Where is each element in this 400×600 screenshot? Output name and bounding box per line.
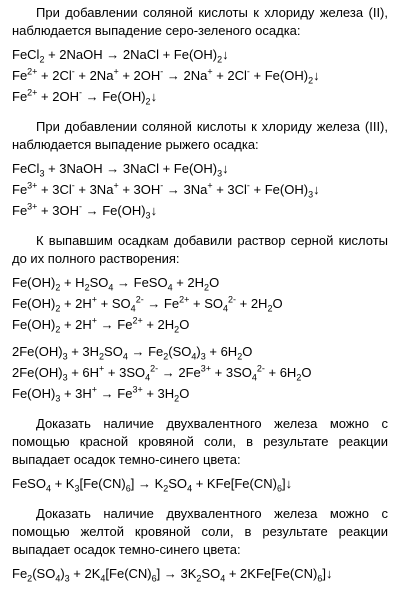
chemical-equation: $Fe^{2+} + 2OH^-$ → $Fe(OH)_2↓$ [12, 87, 158, 107]
chemical-equation: $2Fe(OH)_3 + 3H_2SO_4 \to Fe_2(SO_4)_3 + 6H_2O$ [12, 344, 253, 362]
chemical-equation: $Fe(OH)_2 + 2H^+ \to Fe^{2+} + 2H_2O$ [12, 315, 190, 335]
section-text: Доказать наличие двухвалентного железа можно с помощью желтой кровяной соли, в результате реакции выпадает осадок темно-синего цвета: [12, 506, 388, 557]
section-1 [12, 4, 388, 107]
chemical-equation: $2Fe(OH)_3 + 6H^+ + 3SO_4^{2-} \to 2Fe^{3+} + 3SO_4^{2-} + 6H_2O$ [12, 363, 312, 383]
section-5 [12, 505, 388, 584]
chemical-equation: $Fe(OH)_2 + H_2SO_4$ → FeSO$_4$ + $2H_2O$ [12, 275, 220, 293]
section-text: К выпавшим осадкам добавили раствор серной кислоты до их полного растворения: [12, 233, 388, 266]
chemical-equation: FeCl$_3$ + 3NaOH → 3NaCl + $Fe(OH)_3↓$ [12, 161, 229, 179]
section-4 [12, 415, 388, 494]
section-2 [12, 118, 388, 221]
chemical-equation: $Fe^{3+} + 3Cl^- + 3Na^+ + 3OH^- \to 3Na^+ + 3Cl^-$ + $Fe(OH)_3↓$ [12, 180, 320, 200]
chemical-equation: $Fe_2(SO_4)_3 + 2K_4[Fe(CN)_6] \to 3K_2SO_4$ + $2KFe[Fe(CN)_6]↓$ [12, 566, 333, 584]
chemical-equation: $Fe^{2+} + 2Cl^- + 2Na^+ + 2OH^- \to 2Na^+ + 2Cl^-$ + $Fe(OH)_2↓$ [12, 66, 320, 86]
section-3 [12, 232, 388, 404]
chemical-equation: $Fe^{3+} + 3OH^-$ → $Fe(OH)_3↓$ [12, 201, 158, 221]
section-text: При добавлении соляной кислоты к хлориду железа (III), наблюдается выпадение рыжего осадка: [12, 119, 388, 152]
chemical-equation: $Fe(OH)_2 + 2H^+ + SO_4^{2-} \to Fe^{2+} + SO_4^{2-} + 2H_2O$ [12, 294, 283, 314]
chemical-equation: FeSO$_4$ + $K_3[Fe(CN)_6] \to K_2SO_4$ + $KFe[Fe(CN)_6]↓$ [12, 476, 293, 494]
section-text: Доказать наличие двухвалентного железа можно с помощью красной кровяной соли, в результате реакции выпадает осадок темно-синего цвета: [12, 416, 388, 467]
chemical-equation: FeCl$_2$ + 2NaOH → 2NaCl + $Fe(OH)_2↓$ [12, 47, 229, 65]
chemical-equation: $Fe(OH)_3 + 3H^+ \to Fe^{3+} + 3H_2O$ [12, 384, 190, 404]
section-text: При добавлении соляной кислоты к хлориду железа (II), наблюдается выпадение серо-зеленого осадка: [12, 5, 388, 38]
